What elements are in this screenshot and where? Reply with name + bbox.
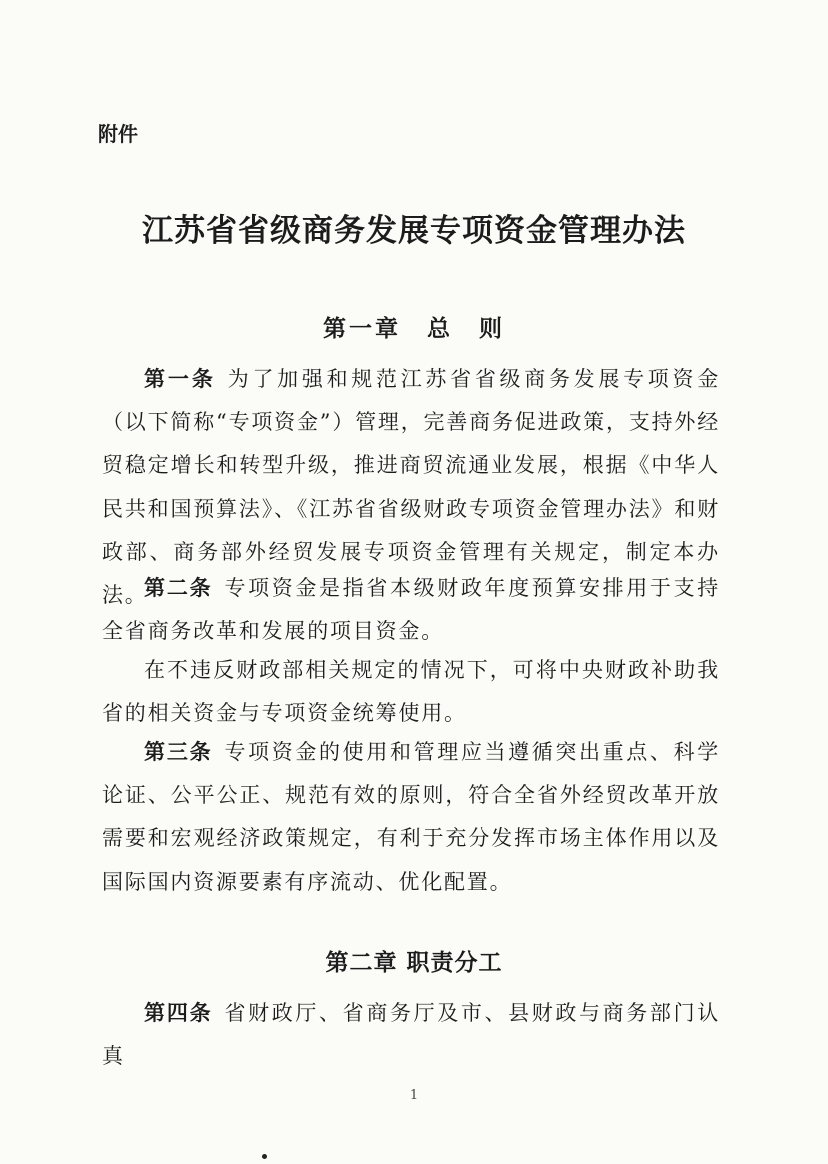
article-2-paragraph-2: [102, 649, 720, 735]
chapter-1-heading: 第一章 总 则: [323, 315, 505, 342]
document-title: 江苏省省级商务发展专项资金管理办法: [142, 213, 686, 249]
article-3-text: 专项资金的使用和管理应当遵循突出重点、科学论证、公平公正、规范有效的原则，符合全省外经贸改革开放需要和宏观经济政策规定，有利于充分发挥市场主体作用以及国际国内资源要素有序流动、优化配置。: [102, 740, 720, 894]
article-4: [102, 992, 720, 1078]
article-1-text: 为了加强和规范江苏省省级商务发展专项资金（以下简称“专项资金”）管理，完善商务促进政策，支持外经贸稳定增长和转型升级，推进商贸流通业发展，根据《中华人民共和国预算法》、《江苏省省级财政专项资金管理办法》和财政部、商务部外经贸发展专项资金管理有关规定，制定本办法。: [102, 367, 721, 608]
attachment-label: 附件: [98, 122, 138, 146]
article-4-label: 第四条: [144, 1001, 213, 1025]
chapter-2-heading: 第二章 职责分工: [325, 949, 503, 976]
article-3-label: 第三条: [144, 740, 213, 764]
article-1-label: 第一条: [144, 367, 216, 391]
article-4-text: 省财政厅、省商务厅及市、县财政与商务部门认真: [102, 1001, 720, 1069]
page-number: 1: [409, 1088, 419, 1103]
article-2-label: 第二条: [144, 576, 213, 600]
article-2-paragraph-2-text: 在不违反财政部相关规定的情况下，可将中央财政补助我省的相关资金与专项资金统筹使用。: [102, 658, 720, 726]
article-3: [102, 731, 720, 904]
article-2: [102, 567, 720, 653]
scan-speck: [262, 1154, 267, 1159]
article-2-text: 专项资金是指省本级财政年度预算安排用于支持全省商务改革和发展的项目资金。: [102, 576, 720, 644]
